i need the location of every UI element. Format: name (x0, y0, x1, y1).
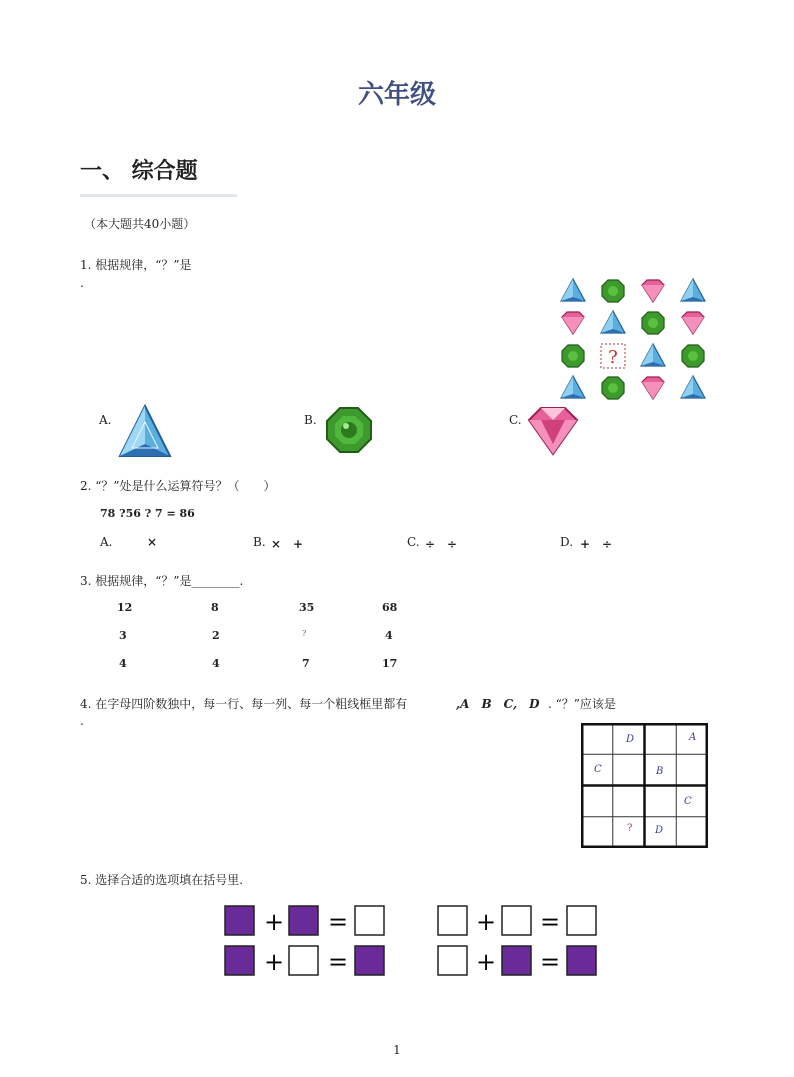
question-2-option-d-label[interactable]: D. (560, 535, 574, 549)
white-square (438, 946, 467, 975)
grid-question-mark: ? (608, 347, 618, 368)
question-2-option-a-label[interactable]: A. (100, 535, 113, 549)
question-1-dot: . (80, 276, 84, 290)
purple-square (289, 906, 318, 935)
q3-cell-question: ? (302, 629, 307, 638)
page-title: 六年级 (357, 80, 436, 110)
question-1-option-b-label[interactable]: B. (304, 413, 317, 427)
grid-gem-pink (642, 377, 664, 399)
pink-diamond-gem-icon[interactable] (527, 406, 579, 456)
grid-gem-green (682, 345, 704, 367)
question-4-text: 4. 在字母四阶数独中，每一行、每一列、每一个粗线框里都有 (80, 697, 408, 711)
purple-square (355, 946, 384, 975)
sudoku-cell-question: ? (627, 823, 633, 834)
question-2-option-a-value[interactable]: × (147, 535, 158, 549)
white-square (502, 906, 531, 935)
sudoku-cell: D (626, 734, 635, 745)
sudoku-cell: D (655, 825, 664, 836)
sudoku-cell: C (594, 764, 602, 775)
plus-sign: + (475, 948, 497, 976)
sudoku-cell: A (689, 732, 697, 743)
question-1-gem-grid (555, 274, 715, 404)
equals-sign: = (539, 948, 561, 976)
question-1-option-a-label[interactable]: A. (99, 413, 112, 427)
question-4-dot: . (80, 714, 84, 728)
white-square (355, 906, 384, 935)
grid-gem-blue (561, 376, 585, 398)
q3-cell: 35 (299, 601, 315, 614)
purple-square (567, 946, 596, 975)
question-5-text: 5. 选择合适的选项填在括号里. (80, 873, 244, 887)
grid-gem-blue (561, 279, 585, 301)
question-4-tail: . “？”应该是 (548, 697, 616, 711)
grid-gem-green (562, 345, 584, 367)
grid-gem-green (602, 280, 624, 302)
question-2-option-c-label[interactable]: C. (407, 535, 420, 549)
q3-cell: 4 (212, 657, 220, 670)
q3-cell: 7 (302, 657, 310, 670)
equals-sign: = (327, 948, 349, 976)
purple-square (225, 906, 254, 935)
sudoku-cell: C (684, 796, 692, 807)
section-heading: 一、 综合题 (80, 159, 198, 184)
q3-cell: 3 (119, 629, 127, 642)
q3-cell: 4 (119, 657, 127, 670)
q3-cell: 4 (385, 629, 393, 642)
purple-square (502, 946, 531, 975)
question-1-option-c-label[interactable]: C. (509, 413, 522, 427)
white-square (567, 906, 596, 935)
q3-cell: 12 (117, 601, 133, 614)
grid-gem-blue (681, 376, 705, 398)
section-underline (80, 194, 237, 197)
question-4-letters: ,A B C, D (456, 697, 540, 711)
white-square (438, 906, 467, 935)
plus-sign: + (263, 948, 285, 976)
page-number: 1 (393, 1043, 401, 1057)
equals-sign: = (327, 908, 349, 936)
grid-gem-pink (682, 312, 704, 334)
grid-gem-blue (641, 344, 665, 366)
grid-gem-blue (601, 311, 625, 333)
question-1-text: 1. 根据规律，“？”是 (80, 258, 192, 272)
question-2-option-b-label[interactable]: B. (253, 535, 266, 549)
question-3-text: 3. 根据规律，“？”是________. (80, 574, 244, 588)
plus-sign: + (263, 908, 285, 936)
q3-cell: 2 (212, 629, 220, 642)
grid-gem-pink (642, 280, 664, 302)
letter-sudoku-grid (581, 723, 708, 848)
sudoku-cell: B (656, 766, 664, 777)
section-note: （本大题共40小题） (84, 217, 196, 231)
q5-equations (220, 903, 605, 978)
plus-sign: + (475, 908, 497, 936)
grid-gem-pink (562, 312, 584, 334)
purple-square (225, 946, 254, 975)
grid-gem-green (602, 377, 624, 399)
grid-gem-green (642, 312, 664, 334)
white-square (289, 946, 318, 975)
grid-gem-blue (681, 279, 705, 301)
blue-triangle-gem-icon[interactable] (118, 404, 172, 458)
q3-cell: 68 (382, 601, 398, 614)
question-2-equation: 78 ?56 ? 7 = 86 (100, 507, 195, 520)
question-2-option-d-value[interactable]: + ÷ (580, 537, 613, 551)
q3-cell: 17 (382, 657, 398, 670)
question-2-option-b-value[interactable]: × + (271, 537, 304, 551)
q3-cell: 8 (211, 601, 219, 614)
green-octagon-gem-icon[interactable] (325, 406, 373, 454)
question-2-option-c-value[interactable]: ÷ ÷ (425, 537, 458, 551)
question-2-text: 2. “？”处是什么运算符号？（ ） (80, 479, 276, 493)
equals-sign: = (539, 908, 561, 936)
